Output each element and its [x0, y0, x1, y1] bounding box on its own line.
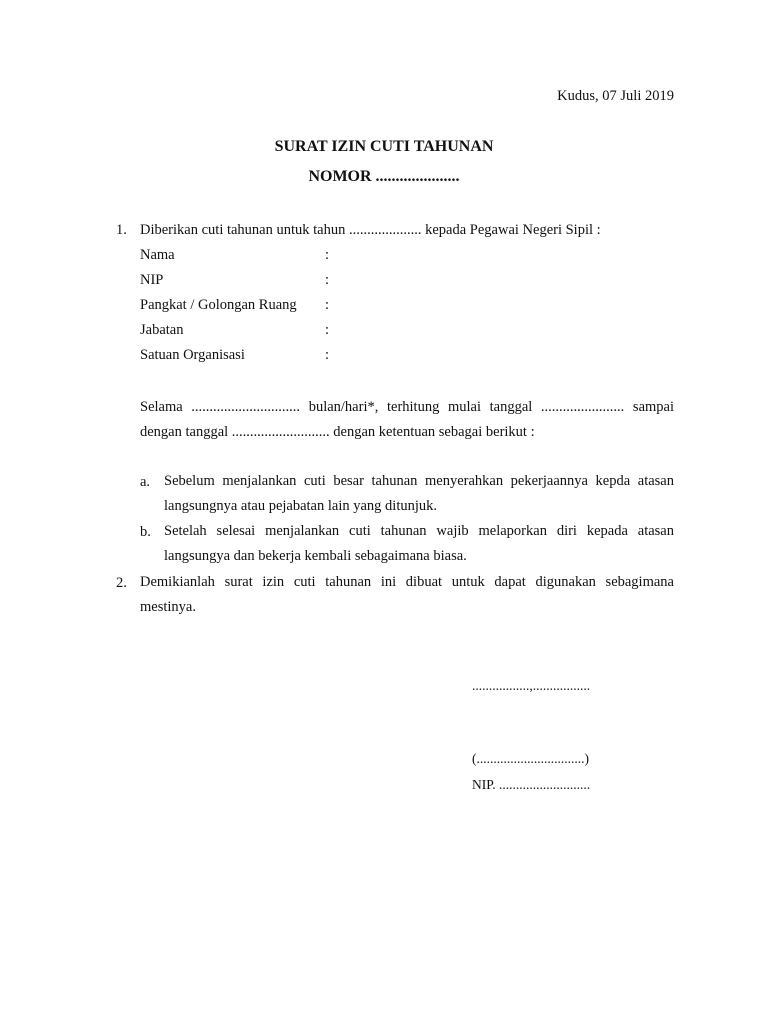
field-colon: :	[325, 347, 330, 363]
field-label-nip: NIP	[140, 272, 164, 288]
field-colon: :	[325, 247, 330, 263]
field-colon: :	[325, 322, 330, 338]
condition-line: Sebelum menjalankan cuti besar tahunan menyerahkan pekerjaannya kepda atasan	[164, 473, 674, 489]
duration-paragraph	[140, 395, 674, 445]
field-colon: :	[325, 297, 330, 313]
item-1-text: Diberikan cuti tahunan untuk tahun .................... kepada Pegawai Negeri Sipil :	[140, 222, 601, 238]
field-colon: :	[325, 272, 330, 288]
place-date: Kudus, 07 Juli 2019	[557, 88, 674, 104]
document-title: SURAT IZIN CUTI TAHUNAN	[274, 138, 494, 155]
closing-line: mestinya.	[140, 599, 196, 615]
item-1-number: 1.	[116, 222, 127, 238]
field-label-jabatan: Jabatan	[140, 322, 184, 338]
duration-line: Selama .............................. bulan/hari*, terhitung mulai tanggal ....................... sampai	[140, 399, 674, 415]
item-2-paragraph	[140, 570, 674, 620]
condition-b-letter: b.	[140, 524, 151, 540]
condition-line: langsungnya atau pejabatan lain yang ditunjuk.	[164, 498, 438, 514]
condition-b-text	[164, 519, 674, 569]
signature-name: (................................)	[472, 751, 589, 766]
duration-line: dengan tanggal ........................... dengan ketentuan sebagai berikut :	[140, 424, 535, 440]
field-label-nama: Nama	[140, 247, 175, 263]
item-2-number: 2.	[116, 575, 127, 591]
condition-a-letter: a.	[140, 474, 151, 490]
closing-line: Demikianlah surat izin cuti tahunan ini dibuat untuk dapat digunakan sebagimana	[140, 574, 674, 590]
signature-nip: NIP. ...........................	[472, 777, 591, 792]
signature-place-date: .................,.................	[472, 678, 591, 693]
condition-a-text	[164, 469, 674, 519]
condition-line: Setelah selesai menjalankan cuti tahunan wajib melaporkan diri kepada atasan	[164, 523, 674, 539]
field-label-pangkat: Pangkat / Golongan Ruang	[140, 297, 297, 313]
field-label-satuan-organisasi: Satuan Organisasi	[140, 347, 245, 363]
condition-line: langsungya dan bekerja kembali sebagaimana biasa.	[164, 548, 467, 564]
document-number: NOMOR .....................	[308, 168, 460, 185]
